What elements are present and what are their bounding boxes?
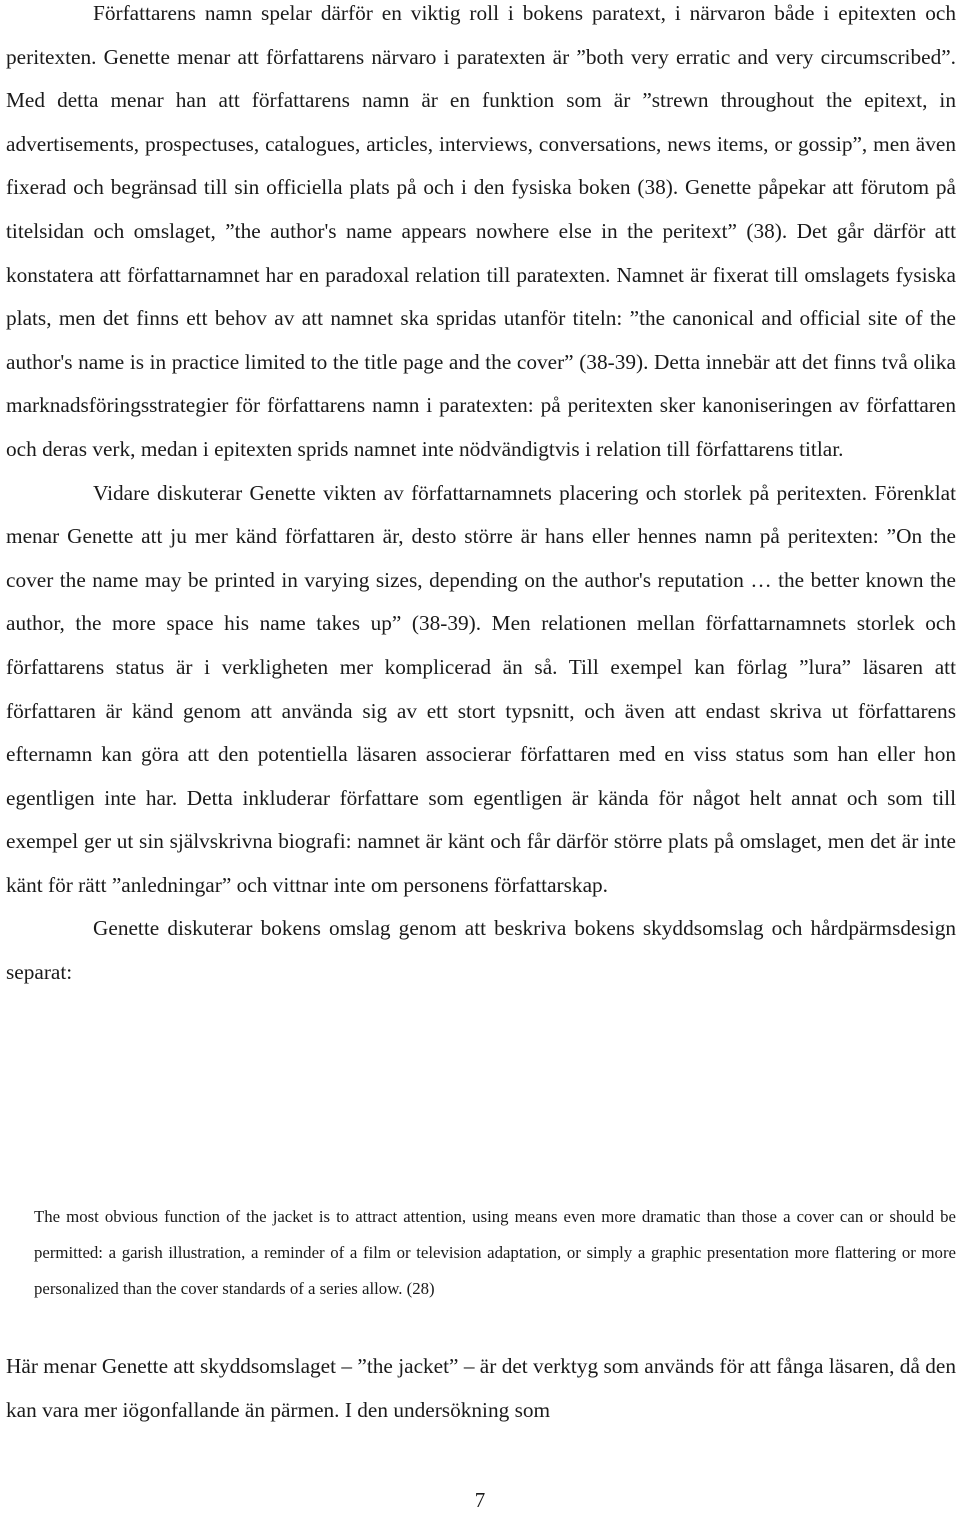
body-paragraph-3: Genette diskuterar bokens omslag genom att beskriva bokens skyddsomslag och hårdpärmsdesign separat: xyxy=(6,916,956,985)
document-page xyxy=(6,0,956,1422)
body-paragraph-1: Författarens namn spelar därför en viktig roll i bokens paratext, i närvaron både i epitexten och peritexten. Genette menar att författarens närvaro i paratexten är ”both very erratic and very circumscribed”. Med detta menar han att författarens namn är en funktion som är ”strewn throughout the epitext, in advertisements, prospectuses, catalogues, articles, interviews, conversations, news items, or gossip”, men även fixerad och begränsad till sin officiella plats på och i den fysiska boken (38). Genette påpekar att förutom på titelsidan och omslaget, ”the author's name appears nowhere else in the peritext” (38). Det går därför att konstatera att författarnamnet har en paradoxal relation till paratexten. Namnet är fixerat till omslagets fysiska plats, men det finns ett behov av att namnet ska spridas utanför titeln: ”the canonical and official site of the author's name is in practice limited to the title page and the cover” (38-39). Detta innebär att det finns två olika marknadsföringsstrategier för författarens namn i paratexten: på peritexten sker kanoniseringen av författaren och deras verk, medan i epitexten sprids namnet inte nödvändigtvis i relation till författarens titlar. xyxy=(6,1,956,461)
block-quote: The most obvious function of the jacket is to attract attention, using means even more dramatic than those a cover can or should be permitted: a garish illustration, a reminder of a film or television adaptation, or simply a graphic presentation more flattering or more personalized than the cover standards of a series allow. (28) xyxy=(34,1207,956,1298)
page-number: 7 xyxy=(474,1488,486,1512)
body-paragraph-4: Här menar Genette att skyddsomslaget – ”the jacket” – är det verktyg som används för att fånga läsaren, då den kan vara mer iögonfallande än pärmen. I den undersökning som xyxy=(6,1354,956,1422)
body-paragraph-2: Vidare diskuterar Genette vikten av författarnamnets placering och storlek på peritexten. Förenklat menar Genette att ju mer känd författaren är, desto större är hans eller hennes namn på peritexten: ”On the cover the name may be printed in varying sizes, depending on the author's reputation … the better known the author, the more space his name takes up” (38-39). Men relationen mellan författarnamnets storlek och författarens status är i verkligheten mer komplicerad än så. Till exempel kan förlag ”lura” läsaren att författaren är känd genom att använda sig av ett stort typsnitt, och även att endast skriva ut författarens efternamn kan göra att den potentiella läsaren associerar författaren med en viss status som han eller hon egentligen inte har. Detta inkluderar författare som egentligen är kända för något helt annat och som till exempel ger ut sin självskrivna biografi: namnet är känt och får därför större plats på omslaget, men det är inte känt för rätt ”anledningar” och vittnar inte om personens författarskap. xyxy=(6,480,956,897)
